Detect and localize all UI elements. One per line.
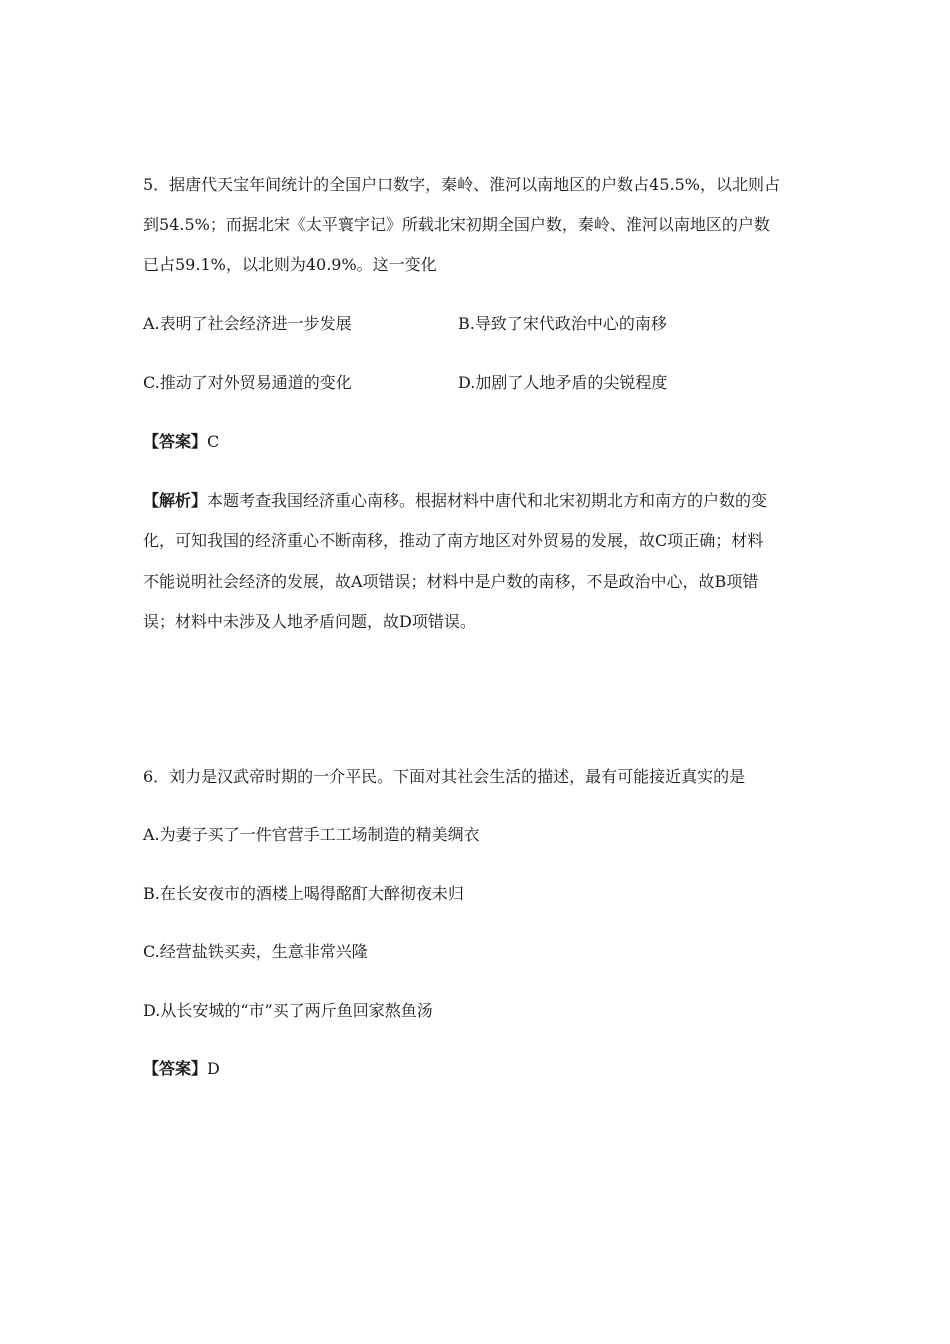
q6-answer	[143, 1059, 808, 1079]
q5-option-d: D.加剧了人地矛盾的尖锐程度	[458, 373, 668, 392]
q5-answer	[143, 432, 808, 452]
q6-option-c: C.经营盐铁买卖，生意非常兴隆	[143, 942, 368, 961]
q5-option-b: B.导致了宋代政治中心的南移	[458, 314, 667, 333]
q5-answer-value: C	[207, 432, 220, 451]
q5-analysis-tag: 【解析】	[143, 491, 208, 510]
q6-stem: 6．刘力是汉武帝时期的一介平民。下面对其社会生活的描述，最有可能接近真实的是	[143, 767, 746, 786]
q5-stem-line-1: 5．据唐代天宝年间统计的全国户口数字，秦岭、淮河以南地区的户数占45.5%，以北则占	[143, 175, 781, 194]
q6-option-a: A.为妻子买了一件官营手工工场制造的精美绸衣	[143, 825, 480, 844]
q5-answer-tag: 【答案】	[143, 432, 208, 451]
q5-stem-line-3: 已占59.1%，以北则为40.9%。这一变化	[143, 255, 437, 274]
q6-option-b: B.在长安夜市的酒楼上喝得酩酊大醉彻夜未归	[143, 884, 464, 903]
q5-analysis-text-1: 本题考查我国经济重心南移。根据材料中唐代和北宋初期北方和南方的户数的变	[207, 491, 768, 510]
q5-analysis-line-4: 误；材料中未涉及人地矛盾问题，故D项错误。	[143, 612, 476, 631]
q5-analysis-line-3: 不能说明社会经济的发展，故A项错误；材料中是户数的南移，不是政治中心，故B项错	[143, 572, 759, 591]
q5-option-a: A.表明了社会经济进一步发展	[143, 314, 352, 333]
q6-answer-value: D	[207, 1059, 220, 1078]
q5-stem-line-2: 到54.5%；而据北宋《太平寰宇记》所载北宋初期全国户数，秦岭、淮河以南地区的户数	[143, 215, 770, 234]
q5-option-c: C.推动了对外贸易通道的变化	[143, 373, 352, 392]
q6-option-d: D.从长安城的“市”买了两斤鱼回家熬鱼汤	[143, 1001, 433, 1020]
q5-analysis-line-1	[143, 491, 808, 511]
q6-answer-tag: 【答案】	[143, 1059, 208, 1078]
q5-analysis-line-2: 化，可知我国的经济重心不断南移，推动了南方地区对外贸易的发展，故C项正确；材料	[143, 531, 764, 550]
